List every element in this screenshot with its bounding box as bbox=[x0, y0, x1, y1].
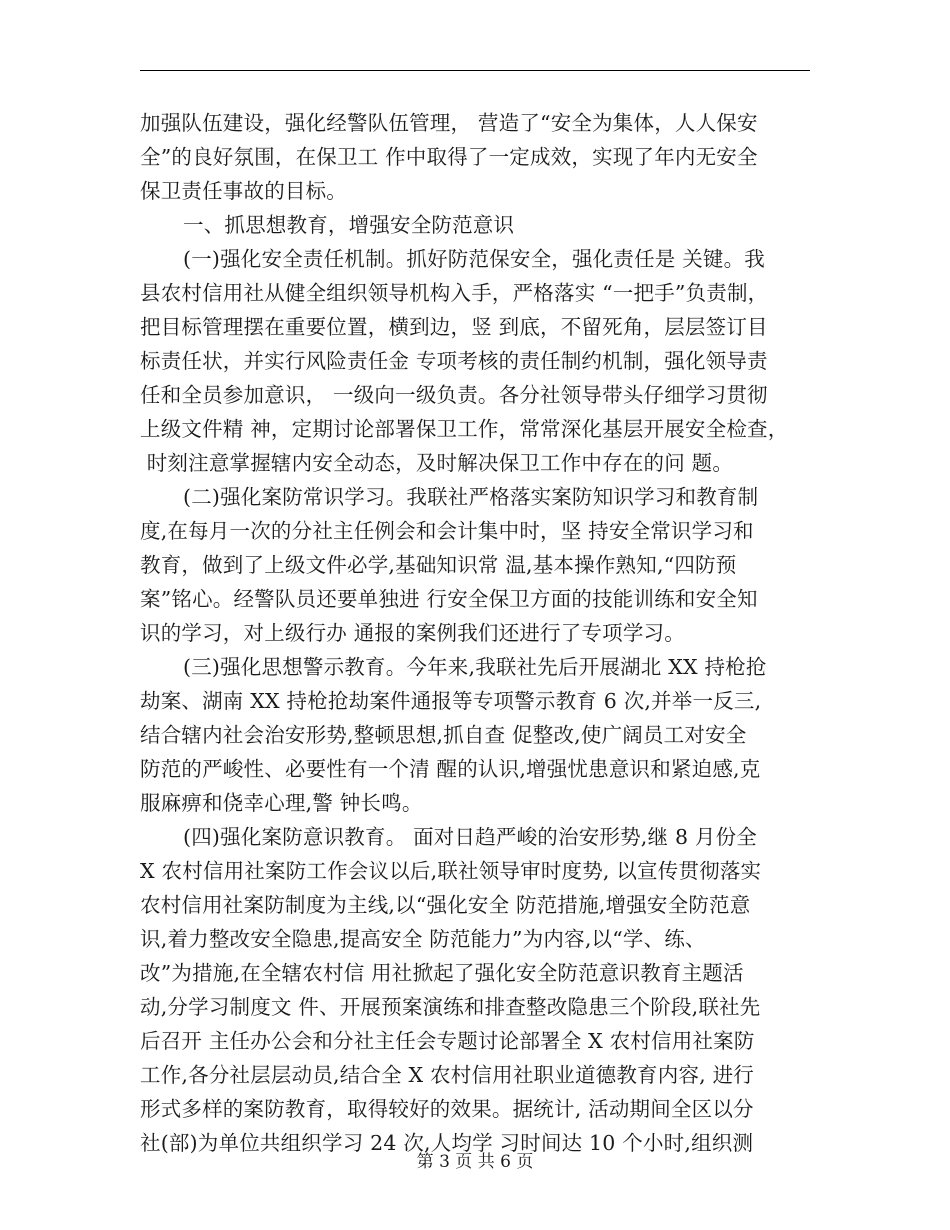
text-line: 把目标管理摆在重要位置，横到边，竖 到底，不留死角，层层签订目 bbox=[140, 315, 768, 339]
paragraph-start: (四)强化案防意识教育。 面对日趋严峻的治安形势,继 8 月份全 bbox=[183, 825, 758, 849]
text-line: 形式多样的案防教育，取得较好的效果。据统计, 活动期间全区以分 bbox=[140, 1097, 754, 1121]
paragraph-start: (一)强化安全责任机制。抓好防范保安全，强化责任是 关键。我 bbox=[183, 247, 766, 271]
text-line: 识的学习，对上级行办 通报的案例我们还进行了专项学习。 bbox=[140, 621, 685, 645]
header-rule bbox=[140, 70, 810, 71]
paragraph-start: (三)强化思想警示教育。今年来,我联社先后开展湖北 XX 持枪抢 bbox=[183, 655, 767, 679]
text-line: 农村信用社案防制度为主线,以“强化安全 防范措施,增强安全防范意 bbox=[140, 893, 751, 917]
text-line: 教育，做到了上级文件必学,基础知识常 温,基本操作熟知,“四防预 bbox=[140, 553, 737, 577]
text-line: 标责任状，并实行风险责任金 专项考核的责任制约机制，强化领导责 bbox=[140, 349, 768, 373]
text-line: 时刻注意掌握辖内安全动态，及时解决保卫工作中存在的问 题。 bbox=[140, 451, 734, 475]
text-line: X 农村信用社案防工作会议以后,联社领导审时度势, 以宣传贯彻落实 bbox=[140, 859, 762, 883]
text-line: 识,着力整改安全隐患,提高安全 防范能力”为内容,以“学、练、 bbox=[140, 927, 706, 951]
text-line: 改”为措施,在全辖农村信 用社掀起了强化安全防范意识教育主题活 bbox=[140, 961, 744, 985]
body-text bbox=[140, 106, 820, 1160]
text-line: 劫案、湖南 XX 持枪抢劫案件通报等专项警示教育 6 次,并举一反三, bbox=[140, 689, 762, 713]
text-line: 社(部)为单位共组织学习 24 次,人均学 习时间达 10 个小时,组织测 bbox=[140, 1131, 754, 1155]
text-line: 任和全员参加意识， 一级向一级负责。各分社领导带头仔细学习贯彻 bbox=[140, 383, 768, 407]
text-line: 上级文件精 神，定期讨论部署保卫工作，常常深化基层开展安全检查， bbox=[140, 417, 789, 441]
text-line: 县农村信用社从健全组织领导机构入手，严格落实 “一把手”负责制， bbox=[140, 281, 769, 305]
text-line: 加强队伍建设，强化经警队伍管理， 营造了“安全为集体，人人保安 bbox=[140, 111, 758, 135]
section-heading: 一、抓思想教育，增强安全防范意识 bbox=[183, 213, 515, 237]
page-number-footer: 第 3 页 共 6 页 bbox=[416, 1152, 534, 1172]
text-line: 工作,各分社层层动员,结合全 X 农村信用社职业道德教育内容, 进行 bbox=[140, 1063, 754, 1087]
paragraph-start: (二)强化案防常识学习。我联社严格落实案防知识学习和教育制 bbox=[183, 485, 759, 509]
text-line: 保卫责任事故的目标。 bbox=[140, 179, 347, 203]
text-line: 动,分学习制度文 件、开展预案演练和排查整改隐患三个阶段,联社先 bbox=[140, 995, 761, 1019]
text-line: 度,在每月一次的分社主任例会和会计集中时，坚 持安全常识学习和 bbox=[140, 519, 754, 543]
text-line: 服麻痹和侥幸心理,警 钟长鸣。 bbox=[140, 791, 423, 815]
text-line: 案”铭心。经警队员还要单独进 行安全保卫方面的技能训练和安全知 bbox=[140, 587, 758, 611]
text-line: 后召开 主任办公会和分社主任会专题讨论部署全 X 农村信用社案防 bbox=[140, 1029, 755, 1053]
text-line: 防范的严峻性、必要性有一个清 醒的认识,增强忧患意识和紧迫感,克 bbox=[140, 757, 761, 781]
text-line: 全”的良好氛围，在保卫工 作中取得了一定成效，实现了年内无安全 bbox=[140, 145, 758, 169]
text-line: 结合辖内社会治安形势,整顿思想,抓自查 促整改,使广阔员工对安全 bbox=[140, 723, 747, 747]
